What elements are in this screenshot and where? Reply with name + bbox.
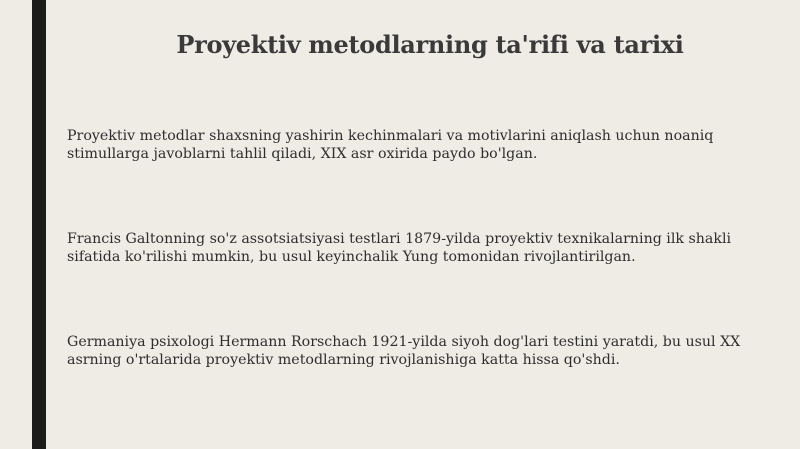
accent-bar — [32, 0, 46, 449]
slide-title: Proyektiv metodlarning ta'rifi va tarixi — [176, 30, 684, 59]
paragraph-galton: Francis Galtonning so'z assotsiatsiyasi testlari 1879-yilda proyektiv texnikalarning ilk shakli sifatida ko'rilishi mumkin, bu usul keyinchalik Yung tomonidan rivojlantirilgan. — [67, 231, 732, 265]
paragraph-definition: Proyektiv metodlar shaxsning yashirin kechinmalari va motivlarini aniqlash uchun noaniq stimullarga javoblarni tahlil qiladi, XIX asr oxirida paydo bo'lgan. — [67, 128, 714, 162]
paragraph-rorschach: Germaniya psixologi Hermann Rorschach 1921-yilda siyoh dog'lari testini yaratdi, bu usul XX asrning o'rtalarida proyektiv metodlarning rivojlanishiga katta hissa qo'shdi. — [67, 334, 741, 368]
